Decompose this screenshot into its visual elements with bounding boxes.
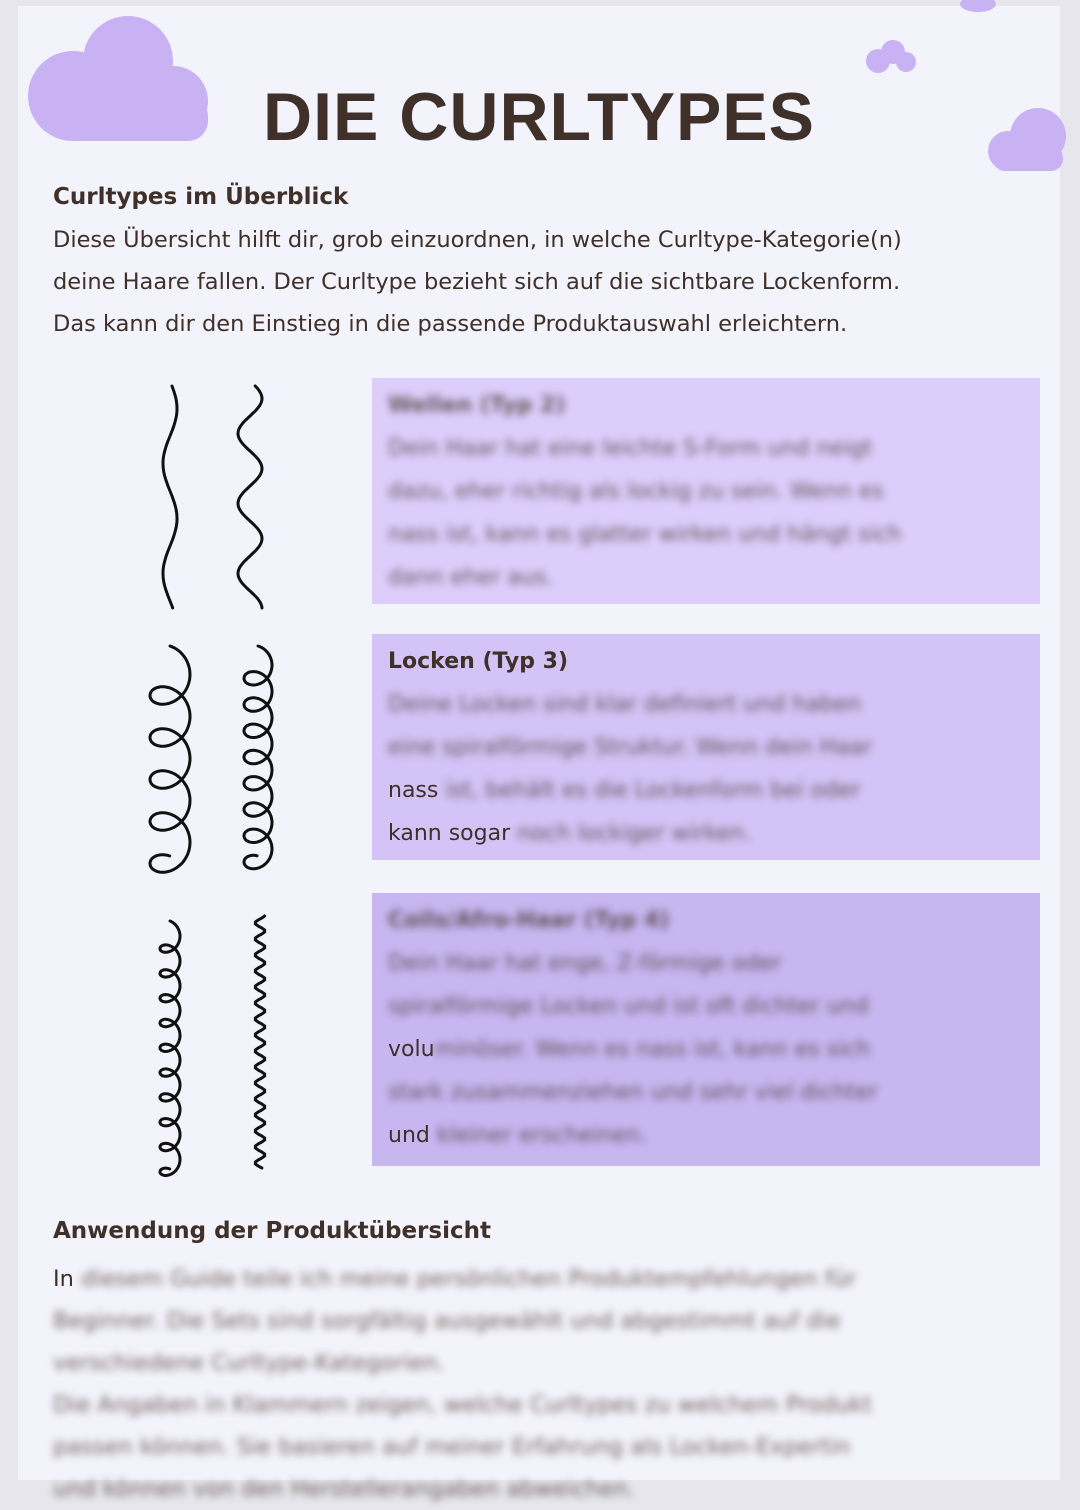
text-line	[53, 1384, 1053, 1426]
curl-stroke	[163, 386, 177, 608]
blurred-text: eine spiralförmige Struktur. Wenn dein Haar	[388, 735, 873, 760]
blurred-text: dazu, eher richtig als lockig zu sein. Wenn es	[388, 479, 884, 504]
blurred-text: Dein Haar hat eine leichte S-Form und neigt	[388, 436, 873, 461]
page-title: DIE CURLTYPES	[262, 79, 816, 155]
clear-text: In	[53, 1266, 74, 1292]
text-line	[388, 1114, 1024, 1157]
curl-stroke	[160, 921, 180, 1176]
text-line	[388, 985, 1024, 1028]
blurred-text: Beginner. Die Sets sind sorgfältig ausgewählt und abgestimmt auf die	[53, 1308, 841, 1334]
text-line	[388, 726, 1024, 769]
clear-text: volu	[388, 1037, 435, 1062]
curltype-title	[388, 640, 1024, 683]
blurred-text: nass ist, kann es glatter wirken und hängt sich	[388, 522, 902, 547]
overview-line: Das kann dir den Einstieg in die passende Produktauswahl erleichtern.	[53, 311, 848, 337]
text-line	[53, 1426, 1053, 1468]
curltype-title-text: Wellen (Typ 2)	[388, 393, 566, 418]
curl-loop-illustration	[118, 636, 278, 866]
blurred-text: ist, behält es die Lockenform bei oder	[438, 778, 861, 803]
clear-text: nass	[388, 778, 439, 803]
curl-stroke	[238, 386, 262, 608]
text-line	[388, 769, 1024, 812]
blurred-text: diesem Guide teile ich meine persönlichen Produktempfehlungen für	[73, 1266, 857, 1292]
curl-stroke	[244, 646, 272, 869]
curltype-card	[372, 634, 1040, 860]
text-line	[53, 1258, 1053, 1300]
usage-heading: Anwendung der Produktübersicht	[53, 1218, 491, 1244]
text-line	[388, 1071, 1024, 1114]
overview-text	[53, 219, 1053, 345]
text-line	[388, 683, 1024, 726]
text-line	[388, 812, 1024, 855]
blurred-text: spiralförmige Locken und ist oft dichter und	[388, 994, 869, 1019]
blurred-text: minöser. Wenn es nass ist, kann es sich	[434, 1037, 871, 1062]
curl-stroke	[255, 916, 264, 1168]
curltype-title	[388, 899, 1024, 942]
text-line	[53, 1468, 1053, 1510]
curltype-card	[372, 893, 1040, 1166]
document-page	[18, 6, 1060, 1502]
curltype-title-text: Coils/Afro-Haar (Typ 4)	[388, 908, 670, 933]
text-line	[388, 942, 1024, 985]
blurred-text: Dein Haar hat enge, Z-förmige oder	[388, 951, 782, 976]
curltype-card	[372, 378, 1040, 604]
usage-text	[53, 1258, 1053, 1510]
clear-text: kann sogar	[388, 821, 511, 846]
cloud-decoration	[953, 0, 1003, 16]
curltype-title-text: Locken (Typ 3)	[388, 649, 569, 674]
blurred-text: passen können. Sie basieren auf meiner Erfahrung als Locken-Expertin	[53, 1434, 851, 1460]
blurred-text: und können von den Herstellerangaben abweichen.	[53, 1476, 635, 1502]
blurred-text: kleiner erscheinen.	[429, 1123, 648, 1148]
overview-line: deine Haare fallen. Der Curltype bezieht sich auf die sichtbare Lockenform.	[53, 269, 901, 295]
text-line	[388, 470, 1024, 513]
text-line	[388, 556, 1024, 599]
blurred-text: verschiedene Curltype-Kategorien.	[53, 1350, 445, 1376]
text-line	[388, 513, 1024, 556]
wave-curl-illustration	[128, 381, 278, 616]
text-line	[53, 1342, 1053, 1384]
text-line	[388, 427, 1024, 470]
blurred-text: Die Angaben in Klammern zeigen, welche Curltypes zu welchem Produkt	[53, 1392, 872, 1418]
text-line	[53, 1300, 1053, 1342]
cloud-decoration	[858, 36, 918, 76]
blurred-text: noch lockiger wirken.	[510, 821, 752, 846]
curltype-title	[388, 384, 1024, 427]
coil-illustration	[128, 911, 278, 1176]
curl-stroke	[150, 646, 190, 872]
blurred-text: dann eher aus.	[388, 565, 554, 590]
blurred-text: stark zusammenziehen und sehr viel dichter	[388, 1080, 878, 1105]
overview-heading: Curltypes im Überblick	[53, 184, 349, 210]
overview-line: Diese Übersicht hilft dir, grob einzuordnen, in welche Curltype-Kategorie(n)	[53, 227, 902, 253]
text-line	[388, 1028, 1024, 1071]
blurred-text: Deine Locken sind klar definiert und haben	[388, 692, 862, 717]
clear-text: und	[388, 1123, 430, 1148]
